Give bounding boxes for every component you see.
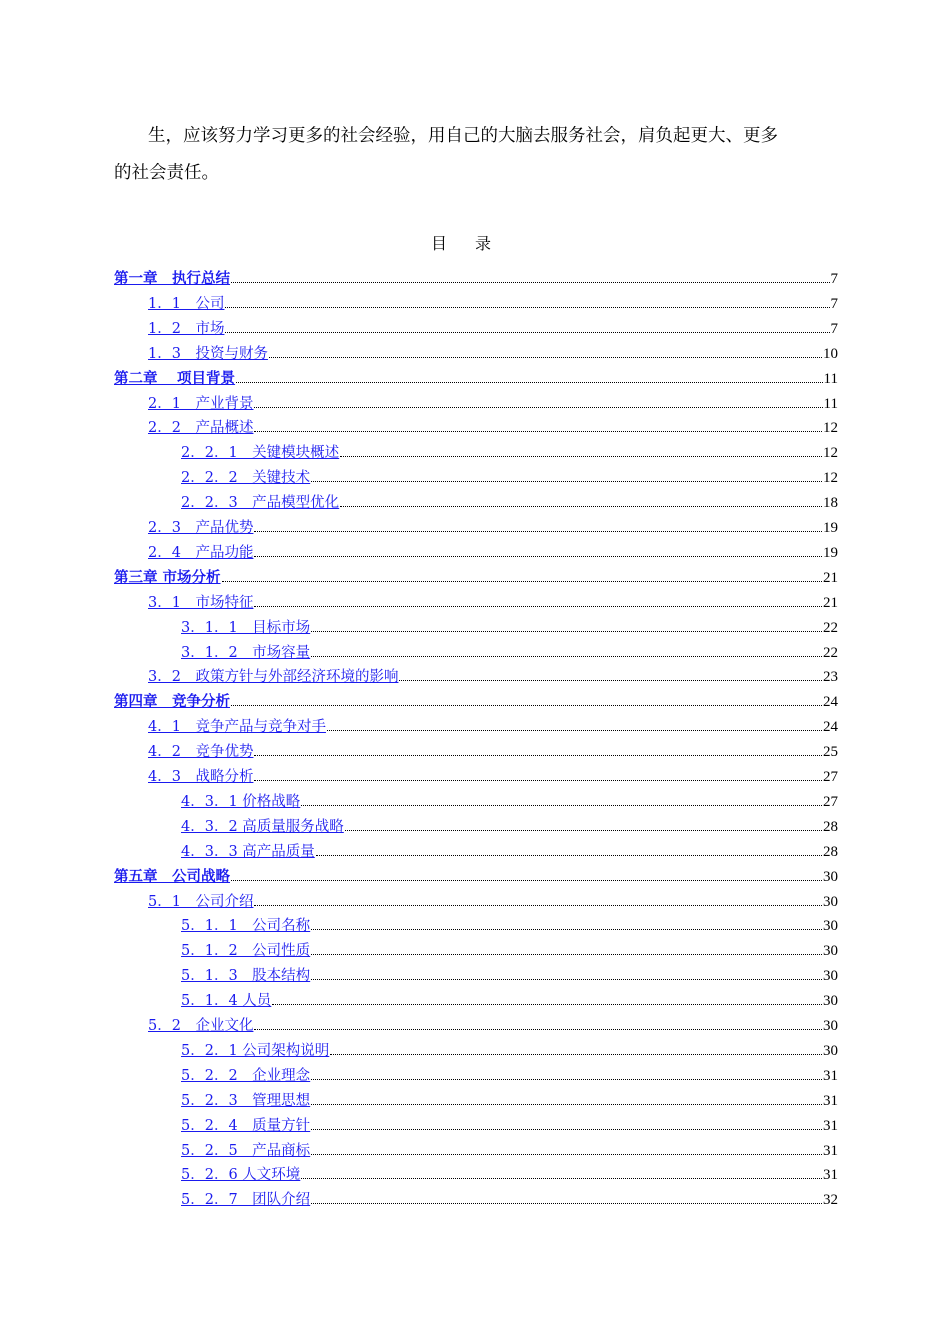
toc-page-number: 24 (823, 719, 838, 736)
toc-dot-leader (311, 481, 822, 482)
toc-entry-label[interactable]: 5．1 公司介绍 (148, 893, 254, 910)
toc-dot-leader (254, 556, 822, 557)
toc-entry-label[interactable]: 4．1 竞争产品与竞争对手 (148, 719, 326, 736)
toc-page-number: 7 (830, 271, 838, 287)
toc-dot-leader (311, 1079, 822, 1080)
toc-dot-leader (225, 332, 829, 333)
toc-page-number: 27 (823, 769, 838, 785)
toc-dot-leader (399, 680, 822, 681)
toc-dot-leader (327, 730, 822, 731)
toc-entry-label[interactable]: 5．1．3 股本结构 (181, 968, 311, 985)
toc-chapter-entry[interactable] (114, 861, 838, 886)
toc-section-entry[interactable] (148, 338, 838, 363)
toc-entry-label[interactable]: 第五章 公司战略 (114, 867, 230, 885)
toc-subsection-entry[interactable] (181, 786, 838, 811)
toc-page-number: 11 (823, 370, 838, 387)
toc-page-number: 25 (823, 744, 838, 761)
toc-page-number: 30 (823, 943, 838, 960)
toc-section-entry[interactable] (148, 661, 838, 686)
toc-entry-label[interactable]: 第一章 执行总结 (114, 270, 230, 287)
toc-page-number: 28 (823, 843, 838, 860)
toc-entry-label[interactable]: 5．2．5 产品商标 (181, 1142, 311, 1159)
toc-dot-leader (254, 531, 822, 532)
toc-dot-leader (254, 407, 822, 408)
toc-entry-label[interactable]: 4．3．3 高产品质量 (181, 843, 315, 860)
toc-entry-label[interactable]: 3．2 政策方针与外部经济环境的影响 (148, 669, 399, 686)
toc-subsection-entry[interactable] (181, 1110, 838, 1135)
toc-dot-leader (254, 606, 822, 607)
toc-entry-label[interactable]: 5．2．6 人文环境 (181, 1167, 301, 1184)
intro-line-1: 生，应该努力学习更多的社会经验，用自己的大脑去服务社会，肩负起更大、更多 (148, 126, 778, 146)
toc-entry-label[interactable]: 5．1．4 人员 (181, 993, 272, 1010)
toc-section-entry[interactable] (148, 288, 838, 313)
toc-page-number: 31 (823, 1067, 838, 1084)
toc-page-number: 12 (823, 470, 838, 487)
toc-dot-leader (301, 1178, 822, 1179)
toc-page-number: 22 (823, 619, 838, 636)
toc-page-number: 21 (823, 569, 838, 586)
toc-page-number: 31 (823, 1167, 838, 1184)
toc-page-number: 30 (823, 1018, 838, 1034)
toc-dot-leader (311, 979, 822, 980)
toc-entry-label[interactable]: 5．2．3 管理思想 (181, 1092, 311, 1109)
toc-entry-label[interactable]: 5．2 企业文化 (148, 1018, 254, 1034)
toc-dot-leader (340, 506, 822, 507)
toc-entry-label[interactable]: 2．2．2 关键技术 (181, 470, 311, 487)
toc-dot-leader (254, 905, 822, 906)
toc-section-entry[interactable] (148, 761, 838, 786)
toc-subsection-entry[interactable] (181, 1184, 838, 1209)
toc-chapter-entry[interactable] (114, 363, 838, 388)
toc-page-number: 30 (823, 918, 838, 935)
toc-entry-label[interactable]: 2．2．1 关键模块概述 (181, 445, 340, 462)
toc-section-entry[interactable] (148, 587, 838, 612)
toc-page-number: 30 (823, 893, 838, 910)
toc-entry-label[interactable]: 1．1 公司 (148, 295, 225, 312)
toc-entry-label[interactable]: 2．2 产品概述 (148, 420, 254, 437)
toc-section-entry[interactable] (148, 412, 838, 437)
toc-entry-label[interactable]: 5．2．2 企业理念 (181, 1067, 311, 1084)
toc-dot-leader (311, 656, 822, 657)
toc-section-entry[interactable] (148, 736, 838, 761)
toc-section-entry[interactable] (148, 512, 838, 537)
toc-subsection-entry[interactable] (181, 910, 838, 935)
toc-page-number: 24 (823, 694, 838, 711)
toc-dot-leader (236, 382, 822, 383)
toc-title: 目录 (430, 234, 519, 253)
toc-dot-leader (330, 1054, 822, 1055)
toc-page-number: 19 (823, 520, 838, 536)
toc-entry-label[interactable]: 第三章 市场分析 (114, 568, 221, 586)
intro-paragraph (114, 118, 838, 192)
toc-entry-label[interactable]: 2．1 产业背景 (148, 395, 254, 412)
toc-page-number: 18 (823, 495, 838, 512)
toc-entry-label[interactable]: 4．2 竞争优势 (148, 744, 254, 761)
toc-page-number: 30 (823, 993, 838, 1010)
toc-page-number: 7 (830, 320, 838, 337)
toc-page-number: 31 (823, 1117, 838, 1134)
toc-dot-leader (311, 631, 822, 632)
toc-page-number: 30 (823, 1042, 838, 1059)
toc-dot-leader (345, 830, 822, 831)
toc-dot-leader (311, 1154, 822, 1155)
toc-entry-label[interactable]: 3．1．1 目标市场 (181, 619, 311, 636)
toc-page-number: 12 (823, 445, 838, 462)
toc-dot-leader (311, 1203, 822, 1204)
toc-subsection-entry[interactable] (181, 612, 838, 637)
toc-entry-label[interactable]: 5．2．1 公司架构说明 (181, 1042, 330, 1059)
toc-entry-label[interactable]: 3．1 市场特征 (148, 594, 254, 611)
toc-page-number: 23 (823, 669, 838, 686)
toc-subsection-entry[interactable] (181, 1085, 838, 1110)
toc-page-number: 22 (823, 644, 838, 661)
toc-dot-leader (301, 805, 822, 806)
toc-dot-leader (231, 705, 822, 706)
toc-entry-label[interactable]: 5．2．4 质量方针 (181, 1117, 311, 1134)
toc-dot-leader (254, 755, 822, 756)
toc-entry-label[interactable]: 5．2．7 团队介绍 (181, 1192, 311, 1209)
toc-section-entry[interactable] (148, 388, 838, 413)
toc-dot-leader (254, 780, 822, 781)
toc-page-number: 10 (823, 345, 838, 362)
toc-dot-leader (311, 1129, 822, 1130)
toc-subsection-entry[interactable] (181, 1035, 838, 1060)
toc-chapter-entry[interactable] (114, 686, 838, 711)
toc-dot-leader (311, 929, 822, 930)
toc-dot-leader (231, 282, 830, 283)
toc-subsection-entry[interactable] (181, 811, 838, 836)
toc-page-number: 12 (823, 420, 838, 437)
toc-dot-leader (225, 307, 829, 308)
toc-dot-leader (340, 456, 822, 457)
toc-dot-leader (254, 1029, 822, 1030)
toc-page-number: 31 (823, 1142, 838, 1159)
toc-section-entry[interactable] (148, 1010, 838, 1035)
toc-page-number: 21 (823, 594, 838, 611)
toc-dot-leader (311, 1104, 822, 1105)
toc-subsection-entry[interactable] (181, 437, 838, 462)
toc-dot-leader (231, 880, 822, 881)
toc-entry-label[interactable]: 5．1．2 公司性质 (181, 943, 311, 960)
toc-entry-label[interactable]: 4．3．2 高质量服务战略 (181, 818, 344, 835)
toc-entry-label[interactable]: 2．4 产品功能 (148, 544, 254, 561)
intro-line-2: 的社会责任。 (114, 163, 219, 183)
toc-section-entry[interactable] (148, 711, 838, 736)
toc-entry-label[interactable]: 3．1．2 市场容量 (181, 644, 311, 661)
toc-subsection-entry[interactable] (181, 1060, 838, 1085)
toc-entry-label[interactable]: 2．3 产品优势 (148, 520, 254, 536)
toc-entry-label[interactable]: 5．1．1 公司名称 (181, 918, 311, 935)
toc-page-number: 28 (823, 818, 838, 835)
toc-page-number: 30 (823, 868, 838, 885)
toc-page-number: 32 (823, 1192, 838, 1209)
toc-subsection-entry[interactable] (181, 487, 838, 512)
toc-entry-label[interactable]: 4．3 战略分析 (148, 769, 254, 785)
toc-subsection-entry[interactable] (181, 1135, 838, 1160)
toc-page-number: 19 (823, 544, 838, 561)
toc-subsection-entry[interactable] (181, 836, 838, 861)
toc-dot-leader (269, 357, 822, 358)
toc-section-entry[interactable] (148, 313, 838, 338)
toc-subsection-entry[interactable] (181, 462, 838, 487)
toc-entry-label[interactable]: 1．3 投资与财务 (148, 345, 268, 362)
toc-subsection-entry[interactable] (181, 1159, 838, 1184)
toc-entry-label[interactable]: 第四章 竞争分析 (114, 693, 230, 711)
toc-section-entry[interactable] (148, 886, 838, 911)
toc-page-number: 31 (823, 1092, 838, 1109)
toc-dot-leader (272, 1004, 822, 1005)
toc-entry-label[interactable]: 1．2 市场 (148, 320, 225, 337)
toc-subsection-entry[interactable] (181, 985, 838, 1010)
toc-dot-leader (254, 431, 822, 432)
toc-dot-leader (316, 855, 822, 856)
toc-page-number: 30 (823, 968, 838, 985)
toc-entry-label[interactable]: 2．2．3 产品模型优化 (181, 495, 340, 512)
toc-dot-leader (222, 581, 822, 582)
toc-page-number: 11 (823, 395, 838, 412)
toc-page-number: 7 (830, 295, 838, 312)
toc-dot-leader (311, 954, 822, 955)
toc-chapter-entry[interactable] (114, 562, 838, 587)
toc-page-number: 27 (823, 793, 838, 810)
toc-subsection-entry[interactable] (181, 960, 838, 985)
toc-chapter-entry[interactable] (114, 263, 838, 288)
toc-section-entry[interactable] (148, 537, 838, 562)
toc-subsection-entry[interactable] (181, 935, 838, 960)
toc-entry-label[interactable]: 4．3．1 价格战略 (181, 793, 301, 810)
toc-subsection-entry[interactable] (181, 637, 838, 662)
toc-entry-label[interactable]: 第二章 项目背景 (114, 369, 236, 387)
